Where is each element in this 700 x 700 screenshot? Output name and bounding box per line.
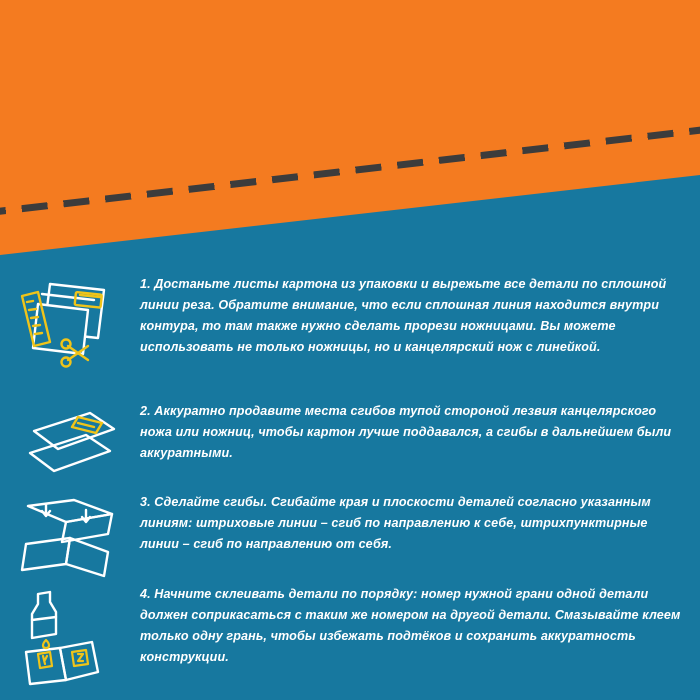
glue-bottle-parts-icon [16,590,128,690]
score-fold-knife-icon [16,403,128,483]
steps-list [0,258,700,700]
step-text: 1. Достаньте листы картона из упаковки и вырежьте все детали по сплошной линии реза. Обратите внимание, что если сплошная линия находится внутри контура, то там также нужно сделать прорези ножницами. Вы можете использовать не только ножницы, но и канцелярский нож с линейкой. [140,277,667,354]
fold-arrows-icon [16,498,128,580]
step-text: 4. Начните склеивать детали по порядку: номер нужной грани одной детали должен соприкасаться с таким же номером на другой детали. Смазывайте клеем только одну грань, чтобы избежать подтёков и сохранить аккуратность конструкции. [140,587,681,664]
step-text: 2. Аккуратно продавите места сгибов тупой стороной лезвия канцелярского ножа или ножниц, чтобы картон лучше поддавался, а сгибы в дальнейшем были аккуратными. [140,404,672,460]
step-text: 3. Сделайте сгибы. Сгибайте края и плоскости деталей согласно указанным линиям: штриховые линии – сгиб по направлению к себе, штрихпунктирные линии – сгиб по направлению от себя. [140,495,651,551]
header-band [0,0,700,260]
cardboard-sheets-scissors-ruler-icon [16,276,128,376]
